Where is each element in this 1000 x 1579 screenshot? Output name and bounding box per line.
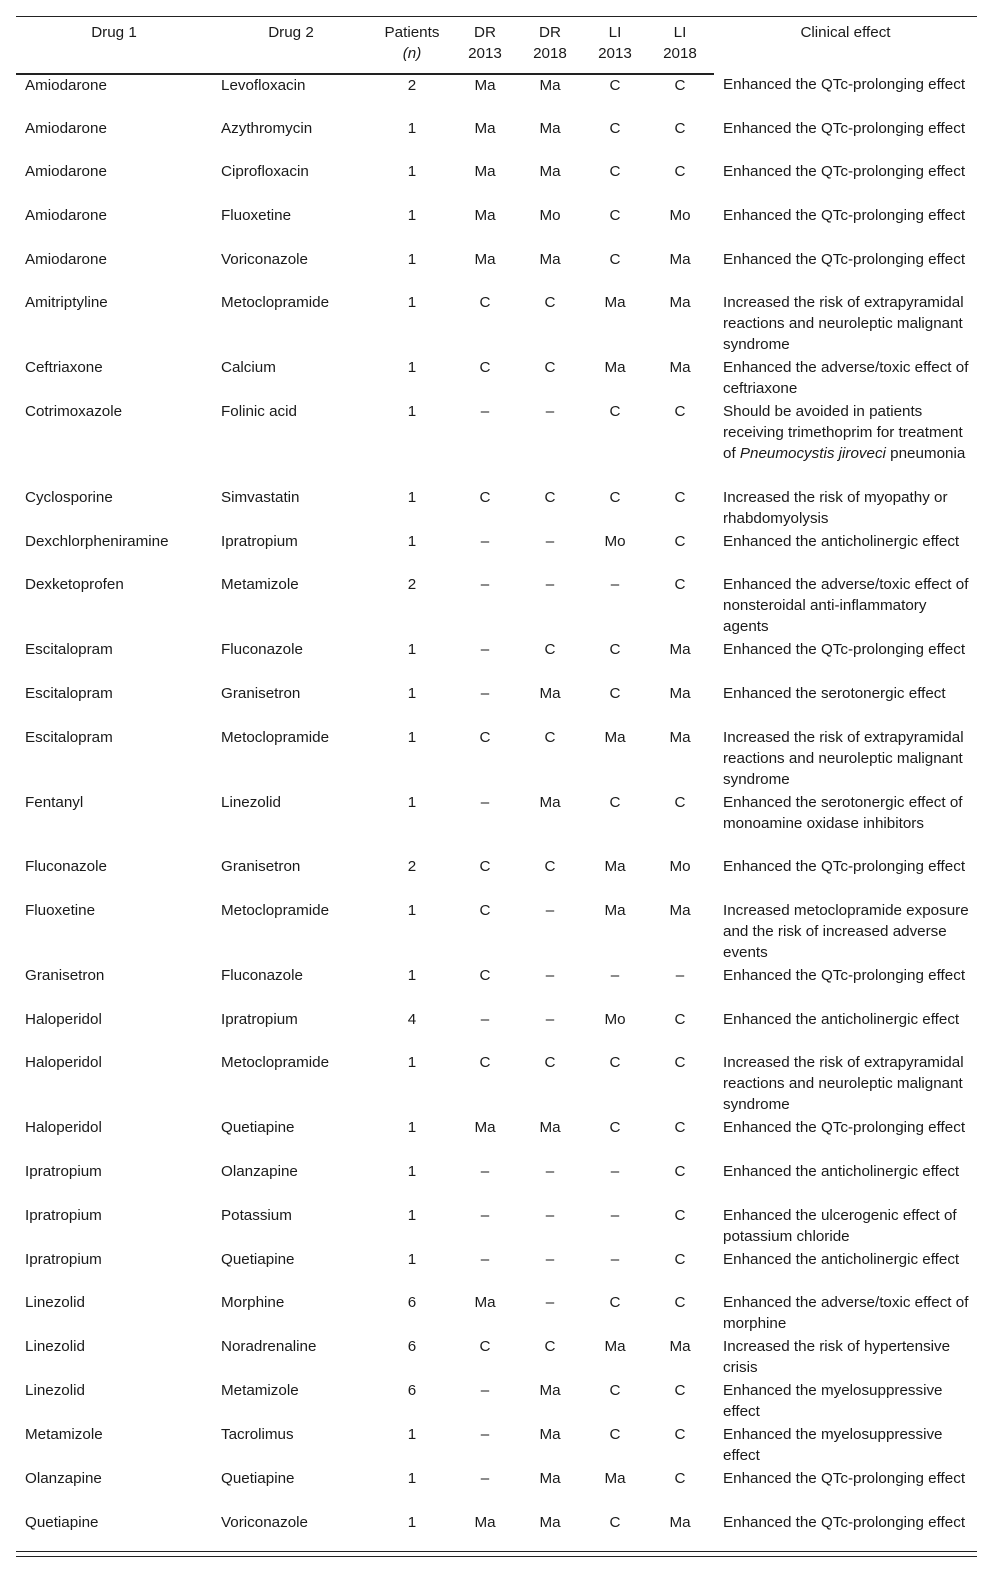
cell-clinical-effect: Enhanced the QTc-prolonging effect [723,1470,966,1488]
cell-dr2018: – [545,532,555,550]
cell-dr2013: Ma [474,1119,496,1137]
table-row [16,1336,977,1380]
cell-patients: 1 [407,1054,417,1072]
cell-clinical-effect: Enhanced the QTc-prolonging effect [723,966,966,984]
cell-drug2: Folinic acid [221,403,297,421]
header-li2013-label: LI [608,24,622,41]
cell-li2013: C [609,1426,621,1444]
cell-drug1: Cotrimoxazole [25,403,123,421]
table-row [16,1380,977,1424]
cell-dr2018: C [544,1338,556,1356]
cell-drug2: Metamizole [221,576,299,594]
cell-clinical-effect: Enhanced the adverse/toxic effect of ceftriaxone [723,359,969,398]
cell-dr2013: C [479,359,491,377]
table-row [16,856,977,900]
cell-li2013: – [610,1162,620,1180]
table-row [16,1117,977,1161]
header-dr2018-year: 2018 [533,45,567,62]
cell-dr2018: C [544,294,556,312]
cell-li2018: Ma [669,1514,691,1531]
cell-li2013: Ma [604,1338,626,1356]
cell-dr2013: Ma [474,1294,496,1312]
bottom-rule-1 [16,1551,977,1552]
cell-patients: 1 [407,641,417,659]
cell-drug2: Quetiapine [221,1250,295,1268]
cell-drug1: Cyclosporine [25,488,113,506]
table-row [16,965,977,1009]
table-row [16,292,977,357]
header-li2013-year: 2013 [598,45,632,62]
cell-patients: 1 [407,793,417,811]
cell-drug2: Morphine [221,1294,285,1312]
cell-patients: 1 [407,1206,417,1224]
cell-li2018: C [674,163,686,181]
header-drug1: Drug 1 [16,17,212,75]
cell-clinical-effect: Enhanced the QTc-prolonging effect [723,1514,966,1531]
cell-dr2013: C [479,966,491,984]
cell-drug1: Olanzapine [25,1470,102,1488]
cell-drug1: Ipratropium [25,1250,102,1268]
table-row [16,683,977,727]
cell-dr2013: Ma [474,207,496,225]
cell-dr2018: – [545,1294,555,1312]
cell-li2018: Ma [669,685,691,703]
cell-drug1: Metamizole [25,1426,103,1444]
cell-drug2: Metoclopramide [221,294,330,312]
cell-dr2018: C [544,641,556,659]
cell-clinical-effect: Enhanced the QTc-prolonging effect [723,1119,966,1137]
bottom-rule-2 [16,1556,977,1557]
cell-li2018: C [674,77,686,94]
cell-li2013: Mo [604,1010,626,1028]
cell-clinical-effect: Enhanced the serotonergic effect [723,685,946,703]
cell-clinical-effect: Enhanced the adverse/toxic effect of morphine [723,1294,969,1333]
cell-patients: 1 [407,403,417,421]
cell-patients: 1 [407,1514,417,1531]
cell-drug2: Metoclopramide [221,1054,330,1072]
cell-li2018: C [674,793,686,811]
cell-clinical-effect: Enhanced the anticholinergic effect [723,1162,960,1180]
cell-drug1: Amiodarone [25,250,107,268]
cell-drug2: Fluconazole [221,966,303,984]
cell-dr2013: C [479,901,491,919]
cell-dr2013: Ma [474,250,496,268]
table-row [16,1249,977,1293]
cell-li2018: Ma [669,250,691,268]
table-row [16,118,977,162]
cell-patients: 1 [407,532,417,550]
header-dr2018 [516,17,584,75]
cell-dr2018: – [545,901,555,919]
table-row [16,1424,977,1468]
cell-clinical-effect [714,401,977,486]
header-li2013 [584,17,646,75]
cell-dr2013: – [480,685,490,703]
cell-dr2018: – [545,1250,555,1268]
cell-drug1: Linezolid [25,1382,85,1400]
cell-drug1: Fluoxetine [25,901,96,919]
cell-drug1: Haloperidol [25,1054,102,1072]
cell-drug2: Potassium [221,1206,292,1224]
cell-dr2013: C [479,1054,491,1072]
table-row [16,574,977,639]
header-patients-n: (n) [402,45,422,62]
cell-li2018: C [674,1010,686,1028]
cell-drug2: Calcium [221,359,276,377]
header-clinical-effect: Clinical effect [800,24,891,41]
cell-patients: 2 [407,858,417,876]
cell-patients: 4 [407,1010,417,1028]
cell-drug2: Granisetron [221,685,301,703]
cell-dr2013: C [479,728,491,746]
cell-dr2018: C [544,728,556,746]
cell-dr2013: – [480,641,490,659]
effect-organism-name: Pneumocystis jiroveci [739,445,886,463]
header-patients-label: Patients [384,24,440,41]
cell-dr2018: – [545,1010,555,1028]
table-row [16,1468,977,1512]
cell-dr2018: C [544,1054,556,1072]
cell-dr2013: C [479,858,491,876]
cell-li2013: C [609,1382,621,1400]
cell-li2018: Ma [669,359,691,377]
cell-drug1: Granisetron [25,966,105,984]
cell-drug2: Metamizole [221,1382,299,1400]
header-li2018 [646,17,714,75]
cell-drug2: Fluoxetine [221,207,292,225]
cell-drug2: Ciprofloxacin [221,163,309,181]
cell-clinical-effect: Enhanced the myelosuppressive effect [723,1426,943,1465]
cell-drug1: Haloperidol [25,1119,102,1137]
cell-dr2013: Ma [474,77,496,94]
cell-dr2013: – [480,1162,490,1180]
cell-clinical-effect: Enhanced the QTc-prolonging effect [723,119,966,137]
cell-clinical-effect: Enhanced the myelosuppressive effect [723,1382,943,1421]
cell-clinical-effect: Enhanced the anticholinergic effect [723,1010,960,1028]
cell-patients: 2 [407,77,417,94]
table-row [16,249,977,293]
cell-drug1: Ipratropium [25,1162,102,1180]
table-row [16,1052,977,1117]
cell-patients: 1 [407,1426,417,1444]
cell-patients: 6 [407,1294,417,1312]
cell-dr2018: Ma [539,77,561,94]
cell-patients: 1 [407,1470,417,1488]
cell-li2013: Ma [604,728,626,746]
header-patients [370,17,454,75]
header-li2018-year: 2018 [663,45,697,62]
cell-drug2: Olanzapine [221,1162,298,1180]
cell-drug2: Tacrolimus [221,1426,294,1444]
cell-clinical-effect: Enhanced the ulcerogenic effect of potassium chloride [723,1206,957,1245]
cell-drug2: Fluconazole [221,641,303,659]
cell-li2013: C [609,1514,621,1531]
cell-li2013: C [609,793,621,811]
cell-li2018: Ma [669,728,691,746]
cell-drug1: Linezolid [25,1294,85,1312]
cell-li2018: C [674,532,686,550]
cell-clinical-effect: Enhanced the QTc-prolonging effect [723,207,966,225]
cell-patients: 1 [407,685,417,703]
cell-li2018: Ma [669,1338,691,1356]
cell-li2018: C [674,1294,686,1312]
cell-drug1: Amiodarone [25,119,107,137]
cell-li2013: Ma [604,359,626,377]
cell-clinical-effect: Enhanced the QTc-prolonging effect [723,858,966,876]
cell-dr2018: C [544,858,556,876]
cell-patients: 1 [407,1250,417,1268]
cell-dr2018: Ma [539,1514,561,1531]
cell-clinical-effect: Enhanced the anticholinergic effect [723,1250,960,1268]
cell-dr2013: – [480,532,490,550]
cell-li2013: – [610,576,620,594]
cell-dr2018: Ma [539,163,561,181]
cell-dr2013: – [480,1250,490,1268]
cell-drug1: Dexchlorpheniramine [25,532,169,550]
cell-dr2018: Ma [539,685,561,703]
cell-dr2018: C [544,359,556,377]
cell-clinical-effect: Enhanced the QTc-prolonging effect [723,250,966,268]
cell-li2018: C [674,1119,686,1137]
table-row [16,1512,977,1556]
table-row [16,357,977,401]
cell-drug2: Azythromycin [221,119,313,137]
cell-drug1: Escitalopram [25,728,113,746]
cell-clinical-effect: Increased the risk of extrapyramidal reactions and neuroleptic malignant syndrome [723,728,964,788]
cell-drug1: Escitalopram [25,685,113,703]
cell-drug1: Haloperidol [25,1010,102,1028]
cell-dr2013: – [480,403,490,421]
header-dr2013 [454,17,516,75]
cell-clinical-effect: Increased the risk of myopathy or rhabdomyolysis [723,488,948,527]
table-row [16,900,977,965]
cell-clinical-effect: Increased the risk of hypertensive crisis [723,1338,951,1377]
cell-patients: 1 [407,1162,417,1180]
cell-clinical-effect: Enhanced the anticholinergic effect [723,532,960,550]
cell-clinical-effect: Enhanced the QTc-prolonging effect [723,163,966,181]
cell-clinical-effect: Enhanced the serotonergic effect of monoamine oxidase inhibitors [723,793,963,832]
cell-li2013: Ma [604,294,626,312]
table-body [16,74,977,1556]
effect-text-end: pneumonia [885,445,966,463]
cell-patients: 1 [407,488,417,506]
cell-drug2: Metoclopramide [221,901,330,919]
cell-drug1: Quetiapine [25,1514,99,1531]
cell-li2018: C [674,1470,686,1488]
cell-patients: 1 [407,207,417,225]
cell-drug1: Amitriptyline [25,294,108,312]
cell-li2018: C [674,1054,686,1072]
cell-li2018: Ma [669,294,691,312]
cell-li2013: C [609,488,621,506]
cell-dr2018: – [545,403,555,421]
header-li2018-label: LI [673,24,687,41]
cell-dr2013: – [480,1010,490,1028]
cell-clinical-effect: Increased the risk of extrapyramidal reactions and neuroleptic malignant syndrome [723,294,964,354]
table-row [16,792,977,856]
cell-drug2: Metoclopramide [221,728,330,746]
cell-drug1: Amiodarone [25,163,107,181]
cell-li2018: – [675,966,685,984]
cell-dr2013: – [480,1382,490,1400]
cell-li2013: C [609,1294,621,1312]
cell-li2013: C [609,250,621,268]
cell-drug1: Dexketoprofen [25,576,124,594]
cell-li2018: C [674,1206,686,1224]
cell-clinical-effect: Enhanced the adverse/toxic effect of nonsteroidal anti-inflammatory agents [723,576,969,636]
cell-drug1: Fentanyl [25,793,84,811]
table-row [16,727,977,792]
cell-dr2018: – [545,1162,555,1180]
effect-text: Should be avoided in patients receiving trimethoprim for treatment of [723,403,963,463]
cell-drug2: Ipratropium [221,1010,298,1028]
cell-li2013: Ma [604,901,626,919]
cell-dr2013: – [480,576,490,594]
cell-dr2013: – [480,1470,490,1488]
cell-drug2: Levofloxacin [221,77,306,94]
cell-li2013: C [609,403,621,421]
cell-dr2018: Ma [539,1426,561,1444]
table-row [16,1205,977,1249]
cell-dr2018: Mo [539,207,561,225]
cell-patients: 1 [407,294,417,312]
cell-li2013: C [609,1054,621,1072]
cell-li2013: C [609,685,621,703]
cell-drug1: Ceftriaxone [25,359,103,377]
cell-patients: 1 [407,901,417,919]
cell-patients: 6 [407,1338,417,1356]
cell-li2018: C [674,576,686,594]
drug-interaction-table [16,16,977,1556]
table-row [16,74,977,118]
cell-dr2018: – [545,1206,555,1224]
cell-drug1: Linezolid [25,1338,85,1356]
cell-patients: 6 [407,1382,417,1400]
table-row [16,487,977,531]
cell-dr2018: Ma [539,1119,561,1137]
cell-dr2018: C [544,488,556,506]
cell-drug2: Linezolid [221,793,281,811]
cell-clinical-effect: Increased the risk of extrapyramidal reactions and neuroleptic malignant syndrome [723,1054,964,1114]
cell-drug1: Fluconazole [25,858,107,876]
cell-li2013: C [609,119,621,137]
table-row [16,531,977,575]
cell-dr2013: – [480,793,490,811]
cell-li2013: C [609,207,621,225]
cell-li2013: – [610,1206,620,1224]
table-row [16,1292,977,1336]
cell-li2013: Ma [604,1470,626,1488]
cell-drug2: Voriconazole [221,1514,308,1531]
cell-li2013: – [610,966,620,984]
cell-li2018: C [674,403,686,421]
cell-clinical-effect: Enhanced the QTc-prolonging effect [723,641,966,659]
cell-patients: 1 [407,966,417,984]
cell-li2018: Mo [669,207,691,225]
cell-patients: 1 [407,728,417,746]
cell-dr2018: – [545,966,555,984]
cell-dr2013: C [479,1338,491,1356]
cell-dr2018: Ma [539,793,561,811]
cell-li2018: Ma [669,641,691,659]
table-row [16,639,977,683]
cell-drug2: Noradrenaline [221,1338,317,1356]
header-dr2018-label: DR [539,24,561,41]
cell-drug2: Quetiapine [221,1119,295,1137]
cell-patients: 1 [407,1119,417,1137]
cell-drug2: Granisetron [221,858,301,876]
cell-dr2018: Ma [539,119,561,137]
header-dr2013-year: 2013 [468,45,502,62]
cell-patients: 2 [407,576,417,594]
cell-li2013: C [609,77,621,94]
cell-dr2018: – [545,576,555,594]
cell-li2013: C [609,641,621,659]
cell-dr2013: – [480,1206,490,1224]
table-row [16,1009,977,1053]
cell-li2013: Mo [604,532,626,550]
cell-li2018: Mo [669,858,691,876]
cell-dr2018: Ma [539,250,561,268]
cell-patients: 1 [407,359,417,377]
cell-drug2: Ipratropium [221,532,298,550]
cell-li2018: Ma [669,901,691,919]
cell-li2018: C [674,1250,686,1268]
header-dr2013-label: DR [474,24,496,41]
table-row [16,401,977,486]
cell-drug1: Amiodarone [25,207,107,225]
table-row [16,1161,977,1205]
header-drug2: Drug 2 [212,17,370,75]
cell-li2013: Ma [604,858,626,876]
cell-dr2013: – [480,1426,490,1444]
cell-clinical-effect: Enhanced the QTc-prolonging effect [723,76,966,93]
table-row [16,161,977,205]
cell-li2018: C [674,119,686,137]
cell-dr2013: Ma [474,1514,496,1531]
cell-drug1: Amiodarone [25,77,107,94]
cell-li2018: C [674,1426,686,1444]
cell-dr2018: Ma [539,1382,561,1400]
cell-patients: 1 [407,119,417,137]
cell-li2013: C [609,1119,621,1137]
table-row [16,205,977,249]
cell-drug1: Escitalopram [25,641,113,659]
cell-clinical-effect: Increased metoclopramide exposure and the risk of increased adverse events [723,901,969,961]
cell-drug2: Simvastatin [221,488,300,506]
cell-li2013: C [609,163,621,181]
cell-patients: 1 [407,163,417,181]
cell-dr2018: Ma [539,1470,561,1488]
cell-dr2013: Ma [474,119,496,137]
cell-li2018: C [674,488,686,506]
cell-dr2013: Ma [474,163,496,181]
cell-drug2: Voriconazole [221,250,308,268]
cell-patients: 1 [407,250,417,268]
cell-dr2013: C [479,294,491,312]
cell-drug2: Quetiapine [221,1470,295,1488]
cell-li2018: C [674,1162,686,1180]
table-header [16,17,977,75]
cell-li2013: – [610,1250,620,1268]
cell-li2018: C [674,1382,686,1400]
cell-dr2013: C [479,488,491,506]
cell-drug1: Ipratropium [25,1206,102,1224]
